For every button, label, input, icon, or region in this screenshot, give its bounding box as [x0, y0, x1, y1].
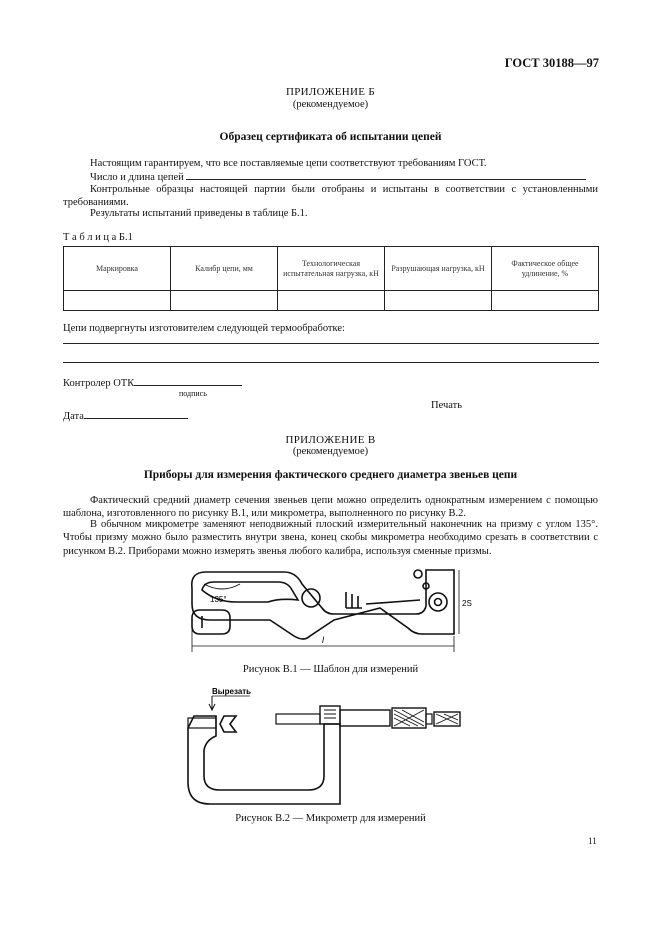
table-cell	[278, 291, 385, 311]
table-header-caliber: Калибр цепи, мм	[171, 247, 278, 291]
table-cell	[171, 291, 278, 311]
template-pointer	[366, 600, 420, 604]
paragraph-prism: В обычном микрометре заменяют неподвижный плоский измерительный наконечник на призму с углом 135°. Чтобы призму можно было разместить внутри звена, конец скобы микрометра необходимо срезать в соответствии с рисунком В.2. Приборами можно измерять звенья любого калибра, используя сменные призмы.	[63, 519, 598, 557]
appendix-v-title: ПРИЛОЖЕНИЕ В	[285, 434, 376, 446]
appendix-b-title: ПРИЛОЖЕНИЕ Б	[286, 86, 375, 98]
stamp-label: Печать	[431, 400, 463, 411]
micrometer-sleeve	[340, 710, 390, 726]
micrometer-lock-nut	[320, 706, 340, 724]
template-length-label: l	[322, 635, 324, 645]
figure-1-caption: Рисунок В.1 — Шаблон для измерений	[242, 664, 419, 675]
table-header-elongation: Фактическое общее удлинение, %	[492, 247, 599, 291]
heat-treatment-line	[63, 362, 599, 363]
heat-treatment-label: Цепи подвергнуты изготовителем следующей термообработке:	[63, 323, 345, 334]
appendix-v-heading: Приборы для измерения фактического среднего диаметра звеньев цепи	[143, 469, 518, 481]
page-number: 11	[588, 836, 597, 846]
controller-signature	[63, 376, 242, 390]
micrometer-collar	[426, 714, 432, 724]
cut-arrow	[209, 696, 215, 710]
micrometer-frame	[188, 716, 340, 804]
micrometer-spindle	[276, 714, 320, 724]
template-outer-contour	[192, 570, 454, 639]
micrometer-prism	[220, 716, 236, 732]
figure-template-drawing	[176, 560, 476, 660]
template-angle-label: 135°	[210, 595, 227, 604]
appendix-v-subtitle: (рекомендуемое)	[292, 446, 369, 457]
table-header-test-load: Технологическая испытательная нагрузка, кН	[278, 247, 385, 291]
figure-2-caption: Рисунок В.2 — Микрометр для измерений	[235, 813, 426, 824]
table-header-row	[64, 247, 599, 291]
template-round-hole-center	[435, 599, 442, 606]
template-round-hole	[429, 593, 447, 611]
micrometer-cut-label: Вырезать	[212, 687, 252, 696]
signature-fill-line	[134, 376, 242, 386]
heat-treatment-line	[63, 343, 599, 344]
table-caption: Т а б л и ц а Б.1	[63, 232, 133, 243]
signature-caption: подпись	[179, 389, 207, 398]
date-fill-line	[84, 409, 188, 419]
template-small-hole	[414, 570, 422, 578]
template-pivot-circle	[302, 589, 320, 607]
paragraph-measurement: Фактический средний диаметр сечения звеньев цепи можно определить однократным измерением с помощью шаблона, изготовленного по рисунку В.1, или микрометра, выполненного по рисунку В.2.	[63, 495, 598, 520]
document-number: ГОСТ 30188—97	[504, 56, 599, 70]
table-cell	[64, 291, 171, 311]
appendix-b-heading: Образец сертификата об испытании цепей	[219, 131, 442, 143]
chain-count-fill-line	[186, 170, 586, 180]
table-row	[64, 291, 599, 311]
template-angle-arc	[204, 584, 240, 589]
figure-micrometer-drawing	[180, 680, 480, 806]
template-height-label: 2S	[462, 599, 472, 608]
appendix-b-subtitle: (рекомендуемое)	[292, 99, 369, 110]
template-handle-slot	[192, 610, 230, 634]
paragraph-samples: Контрольные образцы настоящей партии были отобраны и испытаны в соответствии с установленными требованиями.	[63, 184, 598, 209]
chain-count-label: Число и длина цепей	[90, 172, 184, 183]
date-field	[63, 409, 188, 423]
table-cell	[385, 291, 492, 311]
table-header-marking: Маркировка	[64, 247, 171, 291]
date-label: Дата	[63, 411, 84, 422]
micrometer-lock-hatch	[324, 710, 336, 718]
paragraph-guarantee: Настоящим гарантируем, что все поставляемые цепи соответствуют требованиям ГОСТ.	[90, 158, 487, 169]
results-table	[63, 246, 599, 311]
table-header-breaking-load: Разрушающая нагрузка, кН	[385, 247, 492, 291]
template-scale-ticks	[346, 592, 362, 608]
table-cell	[492, 291, 599, 311]
paragraph-results: Результаты испытаний приведены в таблице Б.1.	[90, 208, 308, 219]
controller-label: Контролер ОТК	[63, 378, 135, 389]
